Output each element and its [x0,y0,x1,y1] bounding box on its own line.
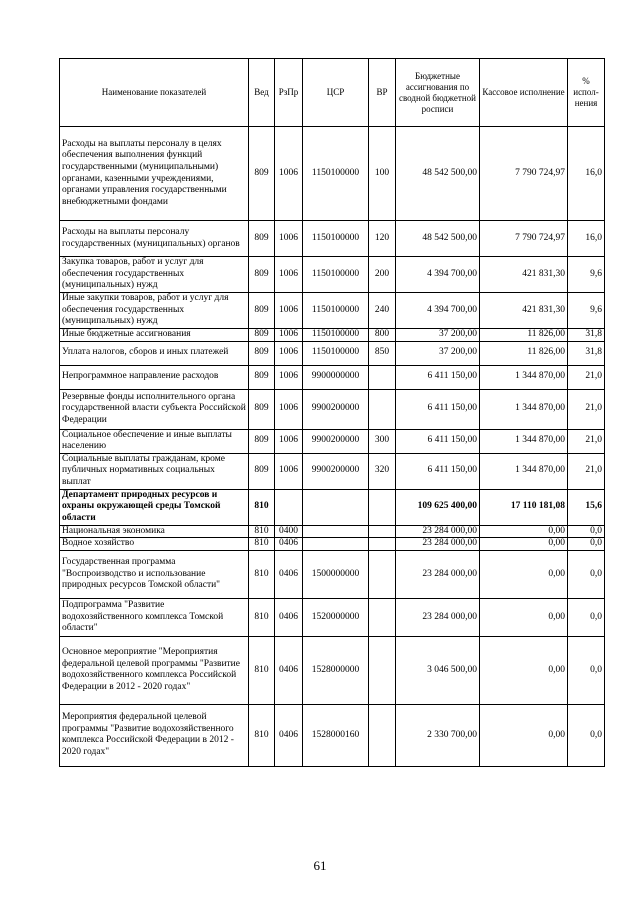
cell-ved: 810 [249,636,275,704]
cell-vr: 200 [369,257,396,293]
cell-ved: 810 [249,489,275,525]
cell-cash: 1 344 870,00 [480,365,568,389]
table-row [60,525,605,538]
cell-vr: 800 [369,329,396,342]
cell-cash: 7 790 724,97 [480,127,568,221]
cell-pct: 21,0 [568,429,605,453]
cell-pct: 21,0 [568,453,605,489]
cell-cash: 1 344 870,00 [480,389,568,429]
table-row [60,389,605,429]
header-budget: Бюджетные ассигнования по сводной бюджетной росписи [396,59,480,127]
cell-name: Государственная программа "Воспроизводство и использование природных ресурсов Томской области" [60,550,249,598]
cell-rzpr: 1006 [275,429,303,453]
cell-csr [303,525,369,538]
cell-ved: 809 [249,429,275,453]
cell-csr: 1150100000 [303,329,369,342]
cell-ved: 810 [249,550,275,598]
table-row [60,221,605,257]
cell-ved: 810 [249,538,275,551]
cell-budget: 109 625 400,00 [396,489,480,525]
cell-budget: 3 046 500,00 [396,636,480,704]
cell-name: Непрограммное направление расходов [60,365,249,389]
cell-rzpr: 1006 [275,293,303,329]
cell-budget: 48 542 500,00 [396,221,480,257]
cell-cash: 421 831,30 [480,293,568,329]
cell-rzpr: 0406 [275,704,303,766]
cell-pct: 21,0 [568,365,605,389]
cell-budget: 37 200,00 [396,341,480,365]
cell-csr: 1150100000 [303,127,369,221]
cell-csr: 1500000000 [303,550,369,598]
cell-vr [369,550,396,598]
cell-budget: 6 411 150,00 [396,453,480,489]
header-cash: Кассовое исполнение [480,59,568,127]
cell-vr: 320 [369,453,396,489]
cell-rzpr: 1006 [275,127,303,221]
cell-ved: 810 [249,598,275,636]
cell-ved: 809 [249,329,275,342]
cell-name: Мероприятия федеральной целевой программы "Развитие водохозяйственного комплекса Российской Федерации в 2012 - 2020 годах" [60,704,249,766]
cell-budget: 4 394 700,00 [396,257,480,293]
cell-vr [369,525,396,538]
cell-vr [369,704,396,766]
cell-csr: 9900200000 [303,453,369,489]
cell-name: Социальные выплаты гражданам, кроме публичных нормативных социальных выплат [60,453,249,489]
cell-ved: 809 [249,341,275,365]
cell-name: Подпрограмма "Развитие водохозяйственного комплекса Томской области" [60,598,249,636]
table-row [60,257,605,293]
cell-csr: 1150100000 [303,341,369,365]
cell-budget: 23 284 000,00 [396,550,480,598]
table-row [60,429,605,453]
table-row [60,489,605,525]
cell-name: Водное хозяйство [60,538,249,551]
cell-ved: 809 [249,365,275,389]
cell-vr [369,365,396,389]
cell-pct: 0,0 [568,525,605,538]
cell-name: Расходы на выплаты персоналу государственных (муниципальных) органов [60,221,249,257]
cell-csr: 9900200000 [303,429,369,453]
cell-rzpr: 0406 [275,550,303,598]
cell-pct: 16,0 [568,221,605,257]
cell-rzpr: 1006 [275,389,303,429]
cell-cash: 11 826,00 [480,329,568,342]
cell-cash: 0,00 [480,538,568,551]
cell-ved: 809 [249,221,275,257]
cell-rzpr: 1006 [275,257,303,293]
cell-rzpr: 0406 [275,636,303,704]
cell-vr [369,389,396,429]
cell-ved: 810 [249,525,275,538]
table-row [60,598,605,636]
cell-pct: 0,0 [568,550,605,598]
cell-ved: 809 [249,453,275,489]
cell-csr: 1528000160 [303,704,369,766]
table-row [60,127,605,221]
cell-pct: 9,6 [568,257,605,293]
cell-name: Резервные фонды исполнительного органа государственной власти субъекта Российской Федерации [60,389,249,429]
cell-budget: 6 411 150,00 [396,429,480,453]
cell-csr: 1520000000 [303,598,369,636]
cell-ved: 809 [249,127,275,221]
cell-pct: 0,0 [568,538,605,551]
cell-rzpr: 1006 [275,365,303,389]
cell-vr: 120 [369,221,396,257]
table-row [60,341,605,365]
header-pct: % испол- нения [568,59,605,127]
cell-pct: 9,6 [568,293,605,329]
table-row [60,293,605,329]
cell-cash: 0,00 [480,598,568,636]
cell-pct: 21,0 [568,389,605,429]
cell-cash: 0,00 [480,550,568,598]
cell-rzpr [275,489,303,525]
table-header-row [60,59,605,127]
cell-budget: 4 394 700,00 [396,293,480,329]
cell-vr [369,489,396,525]
header-vr: ВР [369,59,396,127]
cell-name: Иные бюджетные ассигнования [60,329,249,342]
cell-vr: 100 [369,127,396,221]
cell-name: Департамент природных ресурсов и охраны окружающей среды Томской области [60,489,249,525]
table-row [60,453,605,489]
cell-budget: 23 284 000,00 [396,525,480,538]
cell-rzpr: 1006 [275,221,303,257]
cell-vr [369,538,396,551]
table-row [60,550,605,598]
cell-csr [303,489,369,525]
cell-cash: 11 826,00 [480,341,568,365]
cell-pct: 15,6 [568,489,605,525]
cell-rzpr: 1006 [275,341,303,365]
cell-cash: 0,00 [480,636,568,704]
cell-name: Социальное обеспечение и иные выплаты населению [60,429,249,453]
cell-name: Уплата налогов, сборов и иных платежей [60,341,249,365]
cell-cash: 7 790 724,97 [480,221,568,257]
cell-csr: 9900200000 [303,389,369,429]
cell-pct: 16,0 [568,127,605,221]
cell-vr: 850 [369,341,396,365]
cell-budget: 37 200,00 [396,329,480,342]
cell-budget: 6 411 150,00 [396,389,480,429]
budget-execution-table [59,58,605,767]
cell-vr: 300 [369,429,396,453]
cell-csr: 1528000000 [303,636,369,704]
cell-cash: 1 344 870,00 [480,453,568,489]
cell-budget: 2 330 700,00 [396,704,480,766]
cell-pct: 0,0 [568,704,605,766]
cell-rzpr: 1006 [275,329,303,342]
header-csr: ЦСР [303,59,369,127]
cell-ved: 810 [249,704,275,766]
cell-pct: 0,0 [568,636,605,704]
cell-ved: 809 [249,389,275,429]
header-name: Наименование показателей [60,59,249,127]
cell-cash: 1 344 870,00 [480,429,568,453]
cell-csr: 1150100000 [303,293,369,329]
cell-name: Расходы на выплаты персоналу в целях обеспечения выполнения функций государственными (муниципальными) органами, казенными учреждениями, органами управления государственными внебюджетными фондами [60,127,249,221]
cell-budget: 23 284 000,00 [396,598,480,636]
cell-name: Закупка товаров, работ и услуг для обеспечения государственных (муниципальных) нужд [60,257,249,293]
table-row [60,636,605,704]
cell-csr: 1150100000 [303,221,369,257]
cell-pct: 31,8 [568,341,605,365]
cell-cash: 421 831,30 [480,257,568,293]
cell-rzpr: 0400 [275,525,303,538]
cell-budget: 6 411 150,00 [396,365,480,389]
cell-cash: 0,00 [480,704,568,766]
cell-csr: 9900000000 [303,365,369,389]
cell-name: Иные закупки товаров, работ и услуг для обеспечения государственных (муниципальных) нужд [60,293,249,329]
cell-cash: 0,00 [480,525,568,538]
cell-csr: 1150100000 [303,257,369,293]
cell-budget: 48 542 500,00 [396,127,480,221]
cell-rzpr: 1006 [275,453,303,489]
cell-rzpr: 0406 [275,598,303,636]
page-number: 61 [313,858,327,873]
cell-budget: 23 284 000,00 [396,538,480,551]
header-ved: Вед [249,59,275,127]
cell-ved: 809 [249,293,275,329]
cell-name: Основное мероприятие "Мероприятия федеральной целевой программы "Развитие водохозяйственного комплекса Российской Федерации в 2012 - 2020 годах" [60,636,249,704]
cell-vr [369,636,396,704]
cell-pct: 0,0 [568,598,605,636]
cell-csr [303,538,369,551]
cell-ved: 809 [249,257,275,293]
cell-name: Национальная экономика [60,525,249,538]
cell-vr: 240 [369,293,396,329]
cell-pct: 31,8 [568,329,605,342]
table-row [60,329,605,342]
table-row [60,538,605,551]
table-row [60,704,605,766]
header-rzpr: РзПр [275,59,303,127]
cell-vr [369,598,396,636]
cell-cash: 17 110 181,08 [480,489,568,525]
table-row [60,365,605,389]
cell-rzpr: 0406 [275,538,303,551]
table-body [60,127,605,767]
